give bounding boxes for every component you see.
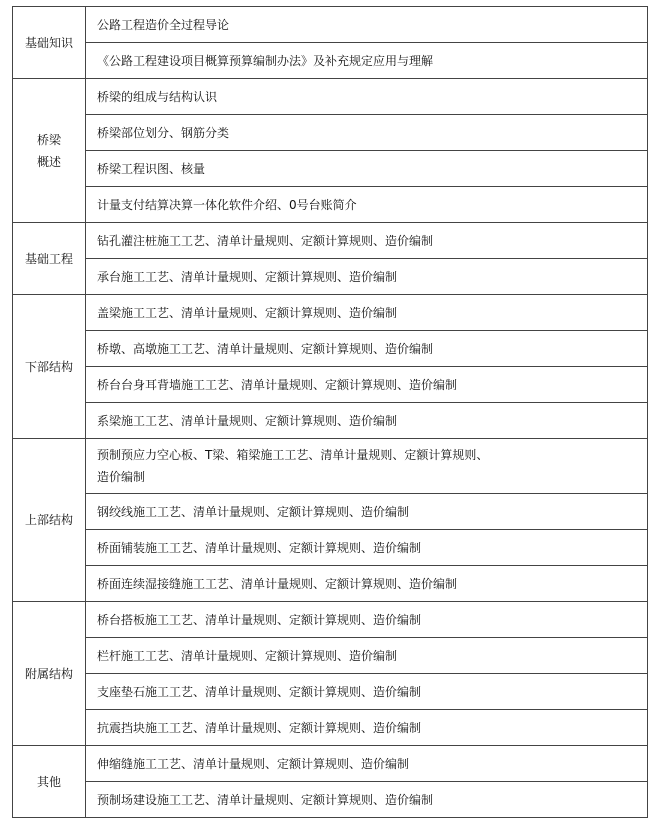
topic-cell: 盖梁施工工艺、清单计量规则、定额计算规则、造价编制 <box>86 295 648 331</box>
category-label: 下部结构 <box>24 359 73 374</box>
topic-cell: 承台施工工艺、清单计量规则、定额计算规则、造价编制 <box>86 259 648 295</box>
category-label: 基础知识 <box>24 35 73 50</box>
topic-cell: 桥墩、高墩施工工艺、清单计量规则、定额计算规则、造价编制 <box>86 331 648 367</box>
table-row <box>13 151 648 187</box>
topic-cell: 桥梁工程识图、核量 <box>86 151 648 187</box>
category-label: 附属结构 <box>24 666 73 681</box>
topic-cell: 钻孔灌注桩施工工艺、清单计量规则、定额计算规则、造价编制 <box>86 223 648 259</box>
table-row <box>13 494 648 530</box>
category-cell <box>13 7 86 79</box>
category-label: 其他 <box>36 774 61 789</box>
topic-cell: 钢绞线施工工艺、清单计量规则、定额计算规则、造价编制 <box>86 494 648 530</box>
category-cell <box>13 746 86 818</box>
topic-cell: 伸缩缝施工工艺、清单计量规则、定额计算规则、造价编制 <box>86 746 648 782</box>
table-row <box>13 746 648 782</box>
table-row <box>13 43 648 79</box>
topic-cell: 桥面铺装施工工艺、清单计量规则、定额计算规则、造价编制 <box>86 530 648 566</box>
table-row <box>13 79 648 115</box>
topic-cell: 桥台搭板施工工艺、清单计量规则、定额计算规则、造价编制 <box>86 602 648 638</box>
topic-cell: 计量支付结算决算一体化软件介绍、0号台账简介 <box>86 187 648 223</box>
topic-text-line: 造价编制 <box>97 470 146 484</box>
table-row <box>13 295 648 331</box>
table-row <box>13 367 648 403</box>
course-outline-table <box>12 6 648 818</box>
topic-cell: 抗震挡块施工工艺、清单计量规则、定额计算规则、造价编制 <box>86 710 648 746</box>
table-row <box>13 223 648 259</box>
table-row <box>13 530 648 566</box>
topic-cell: 桥台台身耳背墙施工工艺、清单计量规则、定额计算规则、造价编制 <box>86 367 648 403</box>
category-cell <box>13 295 86 439</box>
table-row <box>13 566 648 602</box>
category-label-line: 概述 <box>36 154 61 169</box>
topic-cell: 桥梁部位划分、钢筋分类 <box>86 115 648 151</box>
topic-cell: 栏杆施工工艺、清单计量规则、定额计算规则、造价编制 <box>86 638 648 674</box>
topic-cell: 桥梁的组成与结构认识 <box>86 79 648 115</box>
table-row <box>13 782 648 818</box>
table-row <box>13 439 648 494</box>
category-cell <box>13 223 86 295</box>
topic-cell: 《公路工程建设项目概算预算编制办法》及补充规定应用与理解 <box>86 43 648 79</box>
category-label: 基础工程 <box>24 251 73 266</box>
topic-cell: 预制场建设施工工艺、清单计量规则、定额计算规则、造价编制 <box>86 782 648 818</box>
table-row <box>13 403 648 439</box>
category-cell <box>13 602 86 746</box>
topic-cell: 系梁施工工艺、清单计量规则、定额计算规则、造价编制 <box>86 403 648 439</box>
table-row <box>13 187 648 223</box>
topic-text-line: 预制预应力空心板、T梁、箱梁施工工艺、清单计量规则、定额计算规则、 <box>97 448 489 462</box>
table-row <box>13 7 648 43</box>
table-row <box>13 115 648 151</box>
table-row <box>13 602 648 638</box>
topic-cell: 桥面连续湿接缝施工工艺、清单计量规则、定额计算规则、造价编制 <box>86 566 648 602</box>
category-label: 上部结构 <box>24 513 73 527</box>
table-row <box>13 674 648 710</box>
category-cell <box>13 79 86 223</box>
category-label-line: 桥梁 <box>36 132 61 147</box>
table-row <box>13 638 648 674</box>
category-cell <box>13 439 86 602</box>
topic-cell <box>86 439 648 494</box>
table-row <box>13 259 648 295</box>
table-row <box>13 331 648 367</box>
topic-cell: 支座垫石施工工艺、清单计量规则、定额计算规则、造价编制 <box>86 674 648 710</box>
table-row <box>13 710 648 746</box>
topic-cell: 公路工程造价全过程导论 <box>86 7 648 43</box>
